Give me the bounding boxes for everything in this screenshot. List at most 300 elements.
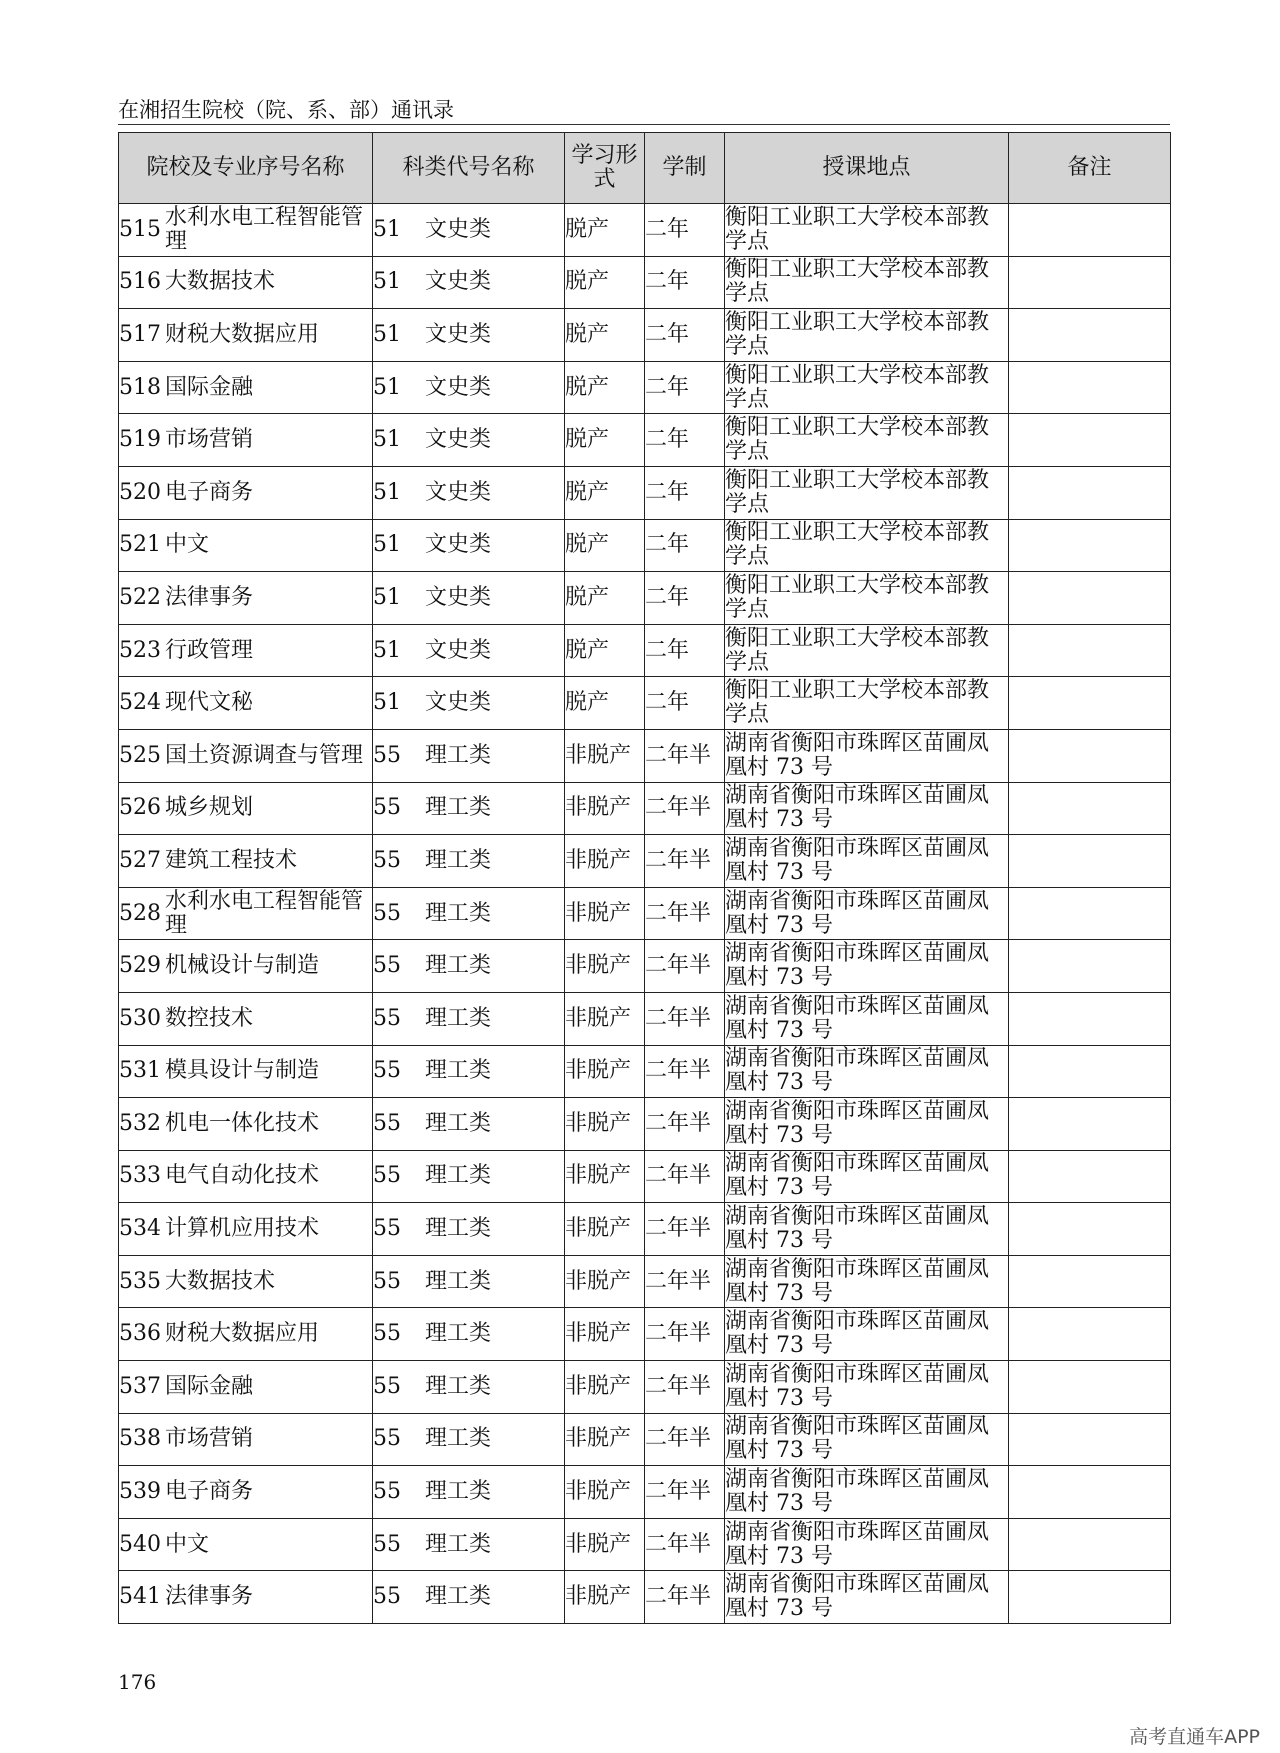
cell-study-form: 非脱产 [565, 782, 645, 835]
cell-category [373, 309, 565, 362]
cell-program [119, 1255, 373, 1308]
cell-duration: 二年 [645, 414, 725, 467]
cell-category [373, 1150, 565, 1203]
table-row [119, 1518, 1171, 1571]
cell-location: 湖南省衡阳市珠晖区苗圃凤凰村 73 号 [725, 887, 1009, 940]
cell-remarks [1009, 677, 1171, 730]
cell-duration: 二年半 [645, 1571, 725, 1624]
cell-location: 湖南省衡阳市珠晖区苗圃凤凰村 73 号 [725, 1308, 1009, 1361]
cell-program [119, 1466, 373, 1519]
table-row [119, 1413, 1171, 1466]
cell-location: 衡阳工业职工大学校本部教学点 [725, 519, 1009, 572]
cell-location: 衡阳工业职工大学校本部教学点 [725, 677, 1009, 730]
category-code: 55 [373, 1584, 401, 1610]
cell-duration: 二年半 [645, 1045, 725, 1098]
col-header-remarks: 备注 [1009, 133, 1171, 204]
category-name: 理工类 [425, 1531, 492, 1557]
cell-remarks [1009, 572, 1171, 625]
cell-study-form: 非脱产 [565, 1255, 645, 1308]
cell-study-form: 非脱产 [565, 1518, 645, 1571]
cell-program [119, 1098, 373, 1151]
row-number: 541 [119, 1584, 161, 1610]
cell-study-form: 脱产 [565, 519, 645, 572]
category-name: 理工类 [425, 1373, 492, 1399]
table-row [119, 677, 1171, 730]
page-number: 176 [118, 1670, 157, 1694]
category-name: 文史类 [425, 690, 492, 716]
program-name: 建筑工程技术 [165, 847, 298, 873]
cell-remarks [1009, 1518, 1171, 1571]
cell-study-form: 脱产 [565, 204, 645, 257]
cell-category [373, 414, 565, 467]
program-name: 国土资源调查与管理 [165, 742, 364, 768]
cell-study-form: 脱产 [565, 361, 645, 414]
row-number: 527 [119, 847, 161, 873]
cell-category [373, 1203, 565, 1256]
cell-category [373, 940, 565, 993]
cell-study-form: 非脱产 [565, 1466, 645, 1519]
cell-duration: 二年半 [645, 1308, 725, 1361]
category-code: 55 [373, 1163, 401, 1189]
cell-study-form: 非脱产 [565, 1413, 645, 1466]
cell-study-form: 非脱产 [565, 1308, 645, 1361]
cell-program [119, 1571, 373, 1624]
row-number: 537 [119, 1373, 161, 1399]
cell-program [119, 256, 373, 309]
table-row [119, 1255, 1171, 1308]
category-name: 文史类 [425, 584, 492, 610]
cell-duration: 二年半 [645, 729, 725, 782]
category-code: 55 [373, 1005, 401, 1031]
category-code: 55 [373, 1268, 401, 1294]
cell-location: 湖南省衡阳市珠晖区苗圃凤凰村 73 号 [725, 1361, 1009, 1414]
cell-duration: 二年半 [645, 1361, 725, 1414]
cell-duration: 二年半 [645, 940, 725, 993]
cell-category [373, 835, 565, 888]
table-row [119, 1466, 1171, 1519]
cell-program [119, 204, 373, 257]
cell-study-form: 非脱产 [565, 835, 645, 888]
cell-category [373, 204, 565, 257]
category-code: 51 [373, 637, 401, 663]
program-table [118, 132, 1171, 1624]
table-row [119, 519, 1171, 572]
cell-location: 湖南省衡阳市珠晖区苗圃凤凰村 73 号 [725, 1203, 1009, 1256]
table-row [119, 1098, 1171, 1151]
category-code: 55 [373, 953, 401, 979]
cell-remarks [1009, 466, 1171, 519]
cell-category [373, 1308, 565, 1361]
category-code: 55 [373, 795, 401, 821]
cell-program [119, 1308, 373, 1361]
category-code: 55 [373, 1058, 401, 1084]
cell-remarks [1009, 940, 1171, 993]
cell-study-form: 非脱产 [565, 729, 645, 782]
cell-location: 湖南省衡阳市珠晖区苗圃凤凰村 73 号 [725, 940, 1009, 993]
cell-location: 衡阳工业职工大学校本部教学点 [725, 414, 1009, 467]
watermark: 高考直通车APP [1129, 1726, 1260, 1748]
cell-program [119, 729, 373, 782]
category-code: 55 [373, 900, 401, 926]
row-number: 515 [119, 216, 161, 242]
cell-location: 湖南省衡阳市珠晖区苗圃凤凰村 73 号 [725, 1518, 1009, 1571]
table-body [119, 204, 1171, 1624]
row-number: 531 [119, 1058, 161, 1084]
cell-category [373, 572, 565, 625]
program-name: 法律事务 [165, 584, 254, 610]
cell-duration: 二年半 [645, 1413, 725, 1466]
table-row [119, 887, 1171, 940]
program-name: 电子商务 [165, 1479, 254, 1505]
cell-study-form: 非脱产 [565, 1361, 645, 1414]
cell-program [119, 572, 373, 625]
program-name: 中文 [165, 532, 210, 558]
row-number: 522 [119, 584, 161, 610]
cell-location: 衡阳工业职工大学校本部教学点 [725, 572, 1009, 625]
program-name: 模具设计与制造 [165, 1058, 320, 1084]
cell-category [373, 1518, 565, 1571]
row-number: 529 [119, 953, 161, 979]
program-name: 国际金融 [165, 1373, 254, 1399]
cell-duration: 二年半 [645, 782, 725, 835]
category-code: 51 [373, 690, 401, 716]
category-code: 55 [373, 1321, 401, 1347]
table-row [119, 466, 1171, 519]
category-name: 文史类 [425, 374, 492, 400]
cell-location: 湖南省衡阳市珠晖区苗圃凤凰村 73 号 [725, 729, 1009, 782]
category-name: 文史类 [425, 321, 492, 347]
cell-remarks [1009, 992, 1171, 1045]
program-name: 大数据技术 [165, 269, 276, 295]
cell-remarks [1009, 519, 1171, 572]
cell-remarks [1009, 1203, 1171, 1256]
category-name: 理工类 [425, 1110, 492, 1136]
cell-study-form: 脱产 [565, 624, 645, 677]
header-rule [118, 124, 1170, 125]
program-name: 城乡规划 [165, 795, 254, 821]
cell-location: 衡阳工业职工大学校本部教学点 [725, 256, 1009, 309]
cell-remarks [1009, 729, 1171, 782]
cell-program [119, 1045, 373, 1098]
cell-category [373, 887, 565, 940]
category-code: 51 [373, 479, 401, 505]
category-code: 51 [373, 321, 401, 347]
cell-location: 衡阳工业职工大学校本部教学点 [725, 466, 1009, 519]
row-number: 525 [119, 742, 161, 768]
program-name: 行政管理 [165, 637, 254, 663]
category-name: 理工类 [425, 1163, 492, 1189]
row-number: 536 [119, 1321, 161, 1347]
cell-program [119, 992, 373, 1045]
cell-remarks [1009, 414, 1171, 467]
program-name: 水利水电工程智能管理 [165, 888, 364, 938]
cell-duration: 二年半 [645, 1203, 725, 1256]
category-name: 文史类 [425, 216, 492, 242]
cell-category [373, 1571, 565, 1624]
cell-duration: 二年 [645, 204, 725, 257]
cell-duration: 二年半 [645, 1255, 725, 1308]
cell-remarks [1009, 782, 1171, 835]
cell-program [119, 1413, 373, 1466]
cell-duration: 二年 [645, 309, 725, 362]
cell-remarks [1009, 1255, 1171, 1308]
cell-duration: 二年半 [645, 1150, 725, 1203]
cell-remarks [1009, 887, 1171, 940]
cell-study-form: 脱产 [565, 572, 645, 625]
row-number: 516 [119, 269, 161, 295]
category-code: 51 [373, 374, 401, 400]
cell-study-form: 脱产 [565, 677, 645, 730]
cell-duration: 二年半 [645, 1466, 725, 1519]
cell-program [119, 361, 373, 414]
program-name: 计算机应用技术 [165, 1216, 320, 1242]
cell-duration: 二年半 [645, 992, 725, 1045]
page-header: 在湘招生院校（院、系、部）通讯录 [118, 98, 454, 122]
table-row [119, 361, 1171, 414]
program-name: 水利水电工程智能管理 [165, 204, 364, 254]
col-header-study-form: 学习形式 [565, 133, 645, 204]
cell-duration: 二年半 [645, 1098, 725, 1151]
cell-study-form: 非脱产 [565, 992, 645, 1045]
row-number: 530 [119, 1005, 161, 1031]
table-row [119, 782, 1171, 835]
cell-remarks [1009, 1571, 1171, 1624]
row-number: 535 [119, 1268, 161, 1294]
cell-program [119, 1150, 373, 1203]
cell-remarks [1009, 1308, 1171, 1361]
cell-location: 湖南省衡阳市珠晖区苗圃凤凰村 73 号 [725, 1255, 1009, 1308]
row-number: 533 [119, 1163, 161, 1189]
cell-duration: 二年 [645, 677, 725, 730]
category-code: 51 [373, 584, 401, 610]
program-name: 法律事务 [165, 1584, 254, 1610]
program-name: 机电一体化技术 [165, 1110, 320, 1136]
program-name: 市场营销 [165, 427, 254, 453]
cell-remarks [1009, 1098, 1171, 1151]
category-code: 55 [373, 742, 401, 768]
row-number: 518 [119, 374, 161, 400]
cell-remarks [1009, 1045, 1171, 1098]
category-code: 51 [373, 532, 401, 558]
cell-category [373, 1098, 565, 1151]
category-name: 理工类 [425, 1426, 492, 1452]
category-code: 51 [373, 216, 401, 242]
cell-program [119, 1361, 373, 1414]
cell-location: 湖南省衡阳市珠晖区苗圃凤凰村 73 号 [725, 1150, 1009, 1203]
category-name: 理工类 [425, 1005, 492, 1031]
row-number: 540 [119, 1531, 161, 1557]
cell-study-form: 非脱产 [565, 1571, 645, 1624]
table-row [119, 572, 1171, 625]
cell-study-form: 非脱产 [565, 887, 645, 940]
cell-duration: 二年 [645, 624, 725, 677]
row-number: 519 [119, 427, 161, 453]
cell-study-form: 脱产 [565, 466, 645, 519]
cell-program [119, 309, 373, 362]
cell-location: 湖南省衡阳市珠晖区苗圃凤凰村 73 号 [725, 992, 1009, 1045]
category-name: 文史类 [425, 532, 492, 558]
category-name: 理工类 [425, 847, 492, 873]
category-name: 理工类 [425, 1216, 492, 1242]
program-name: 数控技术 [165, 1005, 254, 1031]
row-number: 538 [119, 1426, 161, 1452]
table-row [119, 1203, 1171, 1256]
cell-study-form: 非脱产 [565, 1045, 645, 1098]
row-number: 524 [119, 690, 161, 716]
table-header-row [119, 133, 1171, 204]
category-name: 理工类 [425, 742, 492, 768]
cell-location: 湖南省衡阳市珠晖区苗圃凤凰村 73 号 [725, 782, 1009, 835]
cell-remarks [1009, 1413, 1171, 1466]
cell-program [119, 835, 373, 888]
cell-remarks [1009, 1150, 1171, 1203]
table-row [119, 624, 1171, 677]
cell-program [119, 677, 373, 730]
cell-study-form: 脱产 [565, 414, 645, 467]
program-name: 电气自动化技术 [165, 1163, 320, 1189]
cell-duration: 二年半 [645, 835, 725, 888]
cell-category [373, 1045, 565, 1098]
program-name: 大数据技术 [165, 1268, 276, 1294]
cell-category [373, 519, 565, 572]
cell-category [373, 1466, 565, 1519]
table-row [119, 256, 1171, 309]
table-row [119, 835, 1171, 888]
category-name: 理工类 [425, 953, 492, 979]
row-number: 523 [119, 637, 161, 663]
cell-remarks [1009, 361, 1171, 414]
table-row [119, 1361, 1171, 1414]
cell-study-form: 非脱产 [565, 940, 645, 993]
cell-program [119, 940, 373, 993]
cell-program [119, 519, 373, 572]
cell-duration: 二年 [645, 466, 725, 519]
cell-program [119, 1518, 373, 1571]
cell-duration: 二年 [645, 572, 725, 625]
row-number: 526 [119, 795, 161, 821]
cell-program [119, 782, 373, 835]
category-name: 理工类 [425, 1058, 492, 1084]
table-row [119, 992, 1171, 1045]
table-row [119, 204, 1171, 257]
category-name: 理工类 [425, 1268, 492, 1294]
cell-location: 湖南省衡阳市珠晖区苗圃凤凰村 73 号 [725, 1571, 1009, 1624]
category-name: 理工类 [425, 900, 492, 926]
row-number: 520 [119, 479, 161, 505]
cell-program [119, 414, 373, 467]
cell-remarks [1009, 1361, 1171, 1414]
cell-remarks [1009, 1466, 1171, 1519]
cell-study-form: 非脱产 [565, 1098, 645, 1151]
cell-remarks [1009, 256, 1171, 309]
category-code: 55 [373, 1216, 401, 1242]
category-name: 文史类 [425, 479, 492, 505]
cell-category [373, 1413, 565, 1466]
cell-study-form: 非脱产 [565, 1203, 645, 1256]
cell-location: 衡阳工业职工大学校本部教学点 [725, 309, 1009, 362]
program-name: 财税大数据应用 [165, 321, 320, 347]
cell-category [373, 466, 565, 519]
cell-program [119, 624, 373, 677]
cell-duration: 二年半 [645, 887, 725, 940]
program-name: 机械设计与制造 [165, 953, 320, 979]
cell-category [373, 992, 565, 1045]
cell-duration: 二年半 [645, 1518, 725, 1571]
cell-location: 湖南省衡阳市珠晖区苗圃凤凰村 73 号 [725, 1098, 1009, 1151]
table-row [119, 1150, 1171, 1203]
cell-study-form: 脱产 [565, 309, 645, 362]
table-row [119, 309, 1171, 362]
cell-location: 衡阳工业职工大学校本部教学点 [725, 624, 1009, 677]
cell-duration: 二年 [645, 361, 725, 414]
col-header-location: 授课地点 [725, 133, 1009, 204]
category-code: 55 [373, 1110, 401, 1136]
category-code: 55 [373, 1479, 401, 1505]
cell-location: 湖南省衡阳市珠晖区苗圃凤凰村 73 号 [725, 1045, 1009, 1098]
cell-duration: 二年 [645, 519, 725, 572]
cell-remarks [1009, 204, 1171, 257]
col-header-duration: 学制 [645, 133, 725, 204]
category-name: 文史类 [425, 637, 492, 663]
cell-study-form: 脱产 [565, 256, 645, 309]
cell-remarks [1009, 624, 1171, 677]
row-number: 534 [119, 1216, 161, 1242]
category-name: 理工类 [425, 1584, 492, 1610]
program-name: 中文 [165, 1531, 210, 1557]
cell-location: 衡阳工业职工大学校本部教学点 [725, 361, 1009, 414]
cell-location: 湖南省衡阳市珠晖区苗圃凤凰村 73 号 [725, 1413, 1009, 1466]
cell-location: 湖南省衡阳市珠晖区苗圃凤凰村 73 号 [725, 1466, 1009, 1519]
cell-category [373, 624, 565, 677]
category-code: 51 [373, 427, 401, 453]
category-code: 55 [373, 1426, 401, 1452]
cell-study-form: 非脱产 [565, 1150, 645, 1203]
table-row [119, 1045, 1171, 1098]
category-code: 55 [373, 1373, 401, 1399]
category-name: 文史类 [425, 269, 492, 295]
category-code: 51 [373, 269, 401, 295]
cell-program [119, 887, 373, 940]
category-code: 55 [373, 847, 401, 873]
row-number: 528 [119, 900, 161, 926]
cell-program [119, 466, 373, 519]
category-name: 理工类 [425, 795, 492, 821]
row-number: 521 [119, 532, 161, 558]
cell-category [373, 361, 565, 414]
cell-category [373, 1255, 565, 1308]
table-row [119, 940, 1171, 993]
col-header-program: 院校及专业序号名称 [119, 133, 373, 204]
cell-category [373, 729, 565, 782]
category-name: 理工类 [425, 1321, 492, 1347]
table-row [119, 729, 1171, 782]
table-row [119, 414, 1171, 467]
category-name: 文史类 [425, 427, 492, 453]
program-name: 市场营销 [165, 1426, 254, 1452]
cell-remarks [1009, 835, 1171, 888]
category-name: 理工类 [425, 1479, 492, 1505]
program-name: 财税大数据应用 [165, 1321, 320, 1347]
col-header-category: 科类代号名称 [373, 133, 565, 204]
cell-location: 湖南省衡阳市珠晖区苗圃凤凰村 73 号 [725, 835, 1009, 888]
row-number: 539 [119, 1479, 161, 1505]
cell-remarks [1009, 309, 1171, 362]
program-name: 电子商务 [165, 479, 254, 505]
cell-duration: 二年 [645, 256, 725, 309]
table-row [119, 1308, 1171, 1361]
cell-location: 衡阳工业职工大学校本部教学点 [725, 204, 1009, 257]
program-name: 现代文秘 [165, 690, 254, 716]
